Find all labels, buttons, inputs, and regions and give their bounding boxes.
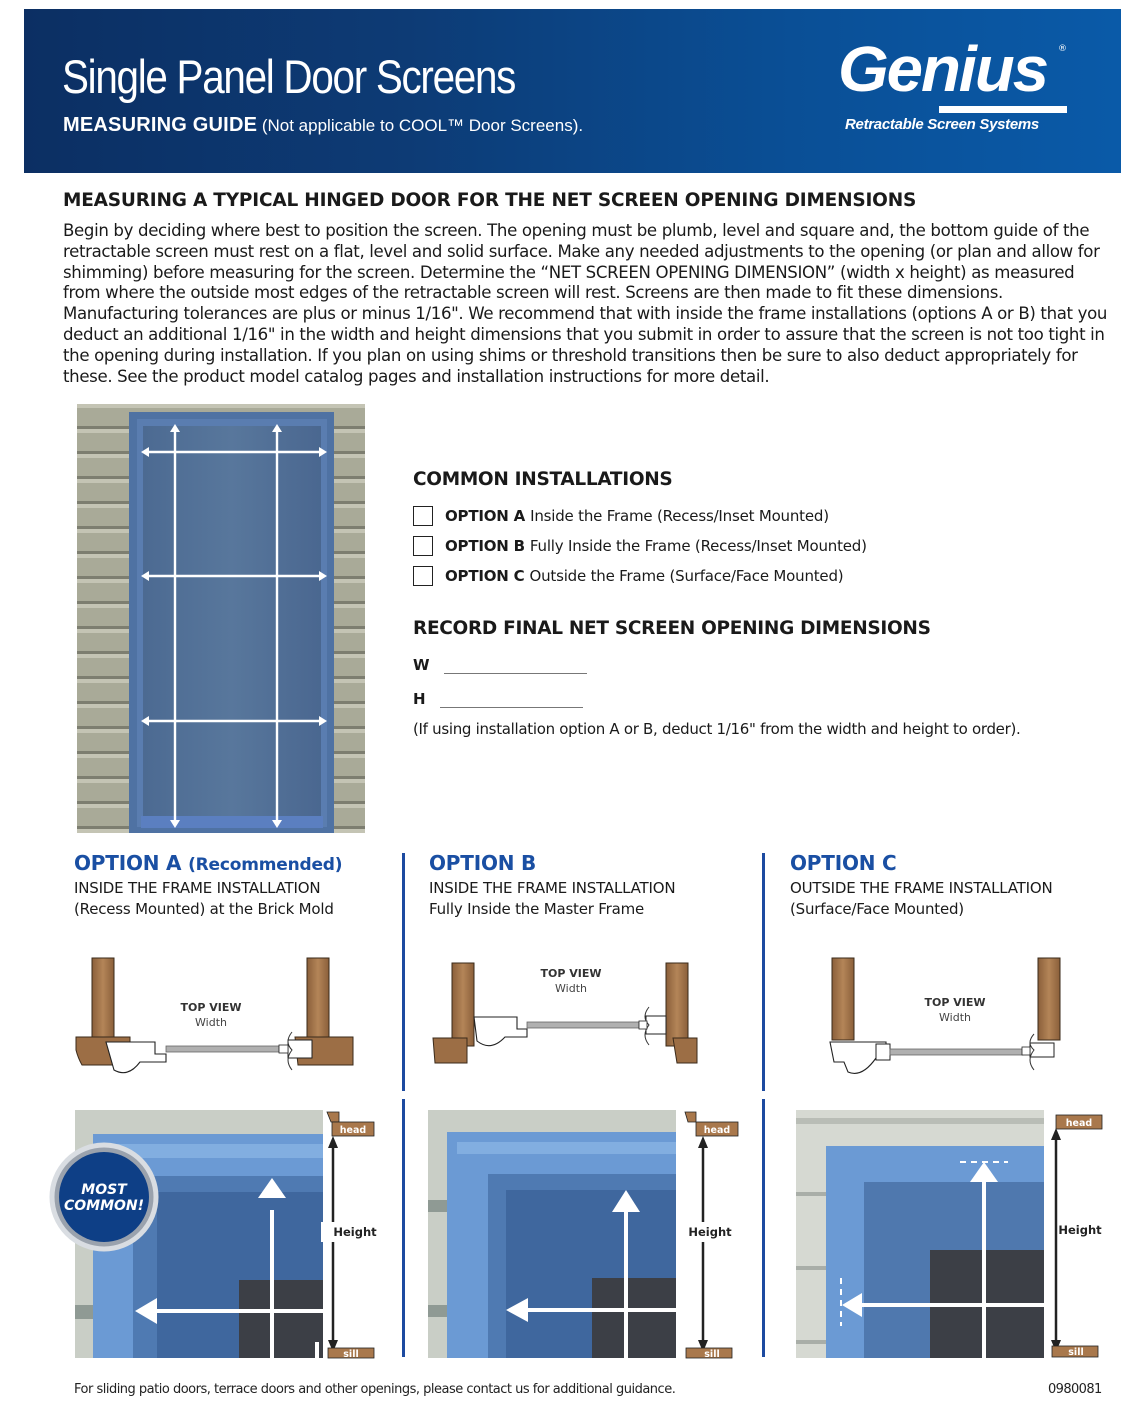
height-label: Height [688,1225,732,1239]
option-a-line2: (Recess Mounted) at the Brick Mold [74,900,334,918]
option-b-title: OPTION B [429,851,537,875]
option-a-height-photo [45,1100,390,1365]
height-label: H [413,690,426,708]
option-c-line1: OUTSIDE THE FRAME INSTALLATION [790,879,1053,897]
page-title: Single Panel Door Screens [62,50,516,103]
door-opening [143,426,321,827]
option-a-column [74,851,342,918]
record-note: (If using installation option A or B, deduct 1/16" from the width and height to order). [413,720,1021,738]
screen-bar [890,1049,1023,1055]
document-code: 0980081 [1048,1382,1102,1397]
logo-underline-bar [939,106,1067,113]
left-jamb [452,963,474,1046]
option-a-checkbox-row[interactable] [413,505,829,527]
option-b-desc: Fully Inside the Frame (Recess/Inset Mounted) [529,537,867,555]
cassette-end [876,1044,890,1060]
intro-heading: MEASURING A TYPICAL HINGED DOOR FOR THE NET SCREEN OPENING DIMENSIONS [63,190,917,211]
subtitle-rest: (Not applicable to COOL™ Door Screens). [257,116,584,135]
option-b-column [429,851,675,918]
option-b-checkbox-row[interactable] [413,535,867,557]
logo-wordmark: Genius [837,33,1047,105]
option-a-label: OPTION A [445,507,526,525]
option-a-checkbox[interactable] [413,506,433,526]
option-c-checkbox-row[interactable] [413,565,843,587]
door-sill [141,816,323,828]
top-view-label: TOP VIEW [924,996,986,1009]
column-divider [762,853,765,1091]
sill-tag: sill [343,1349,359,1360]
option-b-line1: INSIDE THE FRAME INSTALLATION [429,879,676,897]
option-b-top-view-diagram [425,955,715,1075]
record-dimensions-heading: RECORD FINAL NET SCREEN OPENING DIMENSIONS [413,618,931,639]
option-c-top-view-diagram [790,950,1080,1080]
option-c-height-photo [780,1100,1125,1365]
height-indicator [682,1112,738,1360]
option-c-checkbox[interactable] [413,566,433,586]
option-c-label: OPTION C [445,567,525,585]
screen-bar [166,1046,279,1052]
left-jamb [832,958,854,1040]
registered-mark: ® [1058,44,1067,54]
screen-cassette [106,1042,166,1073]
column-divider [402,853,405,1091]
right-jamb [666,963,688,1046]
sill-tag: sill [1068,1347,1084,1358]
height-field-row [413,690,583,708]
head-tag: head [339,1125,367,1136]
height-indicator [1051,1115,1108,1358]
door-glass [239,1280,323,1358]
head-tag: head [1065,1118,1093,1129]
height-label: Height [333,1225,377,1239]
width-field-row [413,656,587,674]
subtitle-bold: MEASURING GUIDE [63,114,258,136]
top-view-width-label: Width [939,1011,971,1024]
most-common-badge [52,1145,156,1249]
common-installations-heading: COMMON INSTALLATIONS [413,469,673,490]
header-banner [24,9,1121,173]
option-a-desc: Inside the Frame (Recess/Inset Mounted) [530,507,829,525]
option-a-top-view-diagram [70,950,360,1080]
width-label: W [413,656,430,674]
option-b-line2: Fully Inside the Master Frame [429,900,645,918]
option-b-label: OPTION B [445,537,525,555]
head-tag: head [703,1125,731,1136]
option-c-desc: Outside the Frame (Surface/Face Mounted) [529,567,844,585]
badge-text-line2: COMMON! [63,1198,145,1214]
width-field[interactable] [444,661,587,674]
recommended-tag: (Recommended) [188,855,343,875]
genius-logo [818,33,1068,138]
height-label: Height [1058,1223,1102,1237]
right-brick-mold [673,1038,697,1063]
logo-tagline: Retractable Screen Systems [845,116,1039,133]
left-jamb [92,958,114,1045]
option-c-title: OPTION C [790,851,897,875]
intro-paragraph: Begin by deciding where best to position the screen. The opening must be plumb, level and square and, the bottom guide of the retractable screen must rest on a flat, level and solid surface. Make any needed adjustments to the opening (or plan and allow for shimming) before measuring for the screen. Determine the “NET SCREEN OPENING DIMENSION” (width x height) as measured from where the outside most edges of the retractable screen will rest. Screens are then made to fit these dimensions. Manufacturing tolerances are plus or minus 1/16". We recommend that with inside the frame installations (options A or B) that you deduct an additional 1/16" in the width and height dimensions that you submit in order to assure that the screen is not too tight in the opening during installation. If you plan on using shims or threshold transitions then be sure to also deduct appropriately for these. See the product model catalog pages and installation instructions for more detail. [63,221,1108,386]
option-c-line2: (Surface/Face Mounted) [790,900,964,918]
footer-note: For sliding patio doors, terrace doors and other openings, please contact us for additional guidance. [74,1382,676,1397]
height-indicator [321,1112,377,1360]
screen-bar [527,1022,639,1028]
badge-text-line1: MOST [81,1182,127,1198]
door-measurement-illustration [77,404,365,833]
left-brick-mold [433,1038,467,1063]
page-subtitle [63,114,583,137]
option-b-height-photo [420,1100,765,1365]
sill-tag: sill [704,1349,720,1360]
door-glass [592,1278,676,1358]
option-a-title: OPTION A (Recommended) [74,851,343,875]
top-view-label: TOP VIEW [180,1001,242,1014]
screen-cassette [474,1017,527,1046]
column-divider [402,1099,405,1357]
option-c-column [790,851,1052,918]
option-a-line1: INSIDE THE FRAME INSTALLATION [74,879,321,897]
top-view-label: TOP VIEW [540,967,602,980]
right-jamb [307,958,329,1045]
height-field[interactable] [440,695,583,708]
right-jamb [1038,958,1060,1040]
top-view-width-label: Width [555,982,587,995]
top-view-width-label: Width [195,1016,227,1029]
option-b-checkbox[interactable] [413,536,433,556]
